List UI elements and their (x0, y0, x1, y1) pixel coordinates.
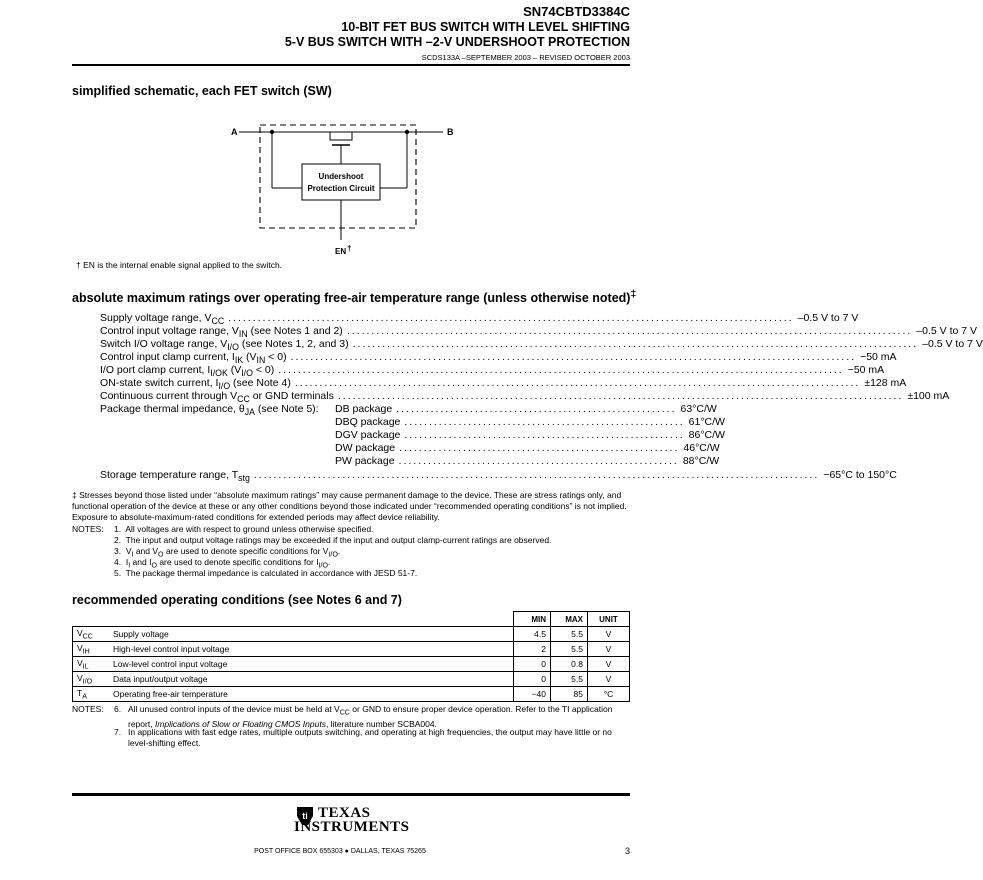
rating-value: −50 mA (860, 351, 897, 363)
schematic-footnote (76, 260, 282, 271)
leader-dots: ................................................................................................................... (337, 390, 904, 402)
row-unit: V (588, 627, 630, 642)
leader-dots: ......................................................... (404, 416, 685, 428)
rating-value: −50 mA (847, 364, 885, 376)
rating-label: Supply voltage range, $V_{CC}$ (100, 312, 225, 327)
note-4: 4. $I_I$ and $I_O$ are used to denote specific conditions for $I_{I/O}$. (114, 557, 331, 570)
package-row (335, 429, 725, 442)
leader-dots: ......................................................... (396, 403, 677, 415)
note-7-num: 7. (114, 727, 122, 737)
note-6 (114, 704, 630, 730)
pin-a-label: A (231, 127, 238, 137)
row-min: 0 (514, 657, 551, 672)
en-label: EN (335, 247, 347, 256)
row-symbol: $V_{IL}$ (73, 657, 110, 672)
row-max: 5.5 (551, 672, 588, 687)
note-3: 3. $V_I$ and $V_O$ are used to denote specific conditions for $V_{I/O}$. (114, 546, 341, 559)
row-unit: V (588, 657, 630, 672)
col-max: MAX (551, 612, 588, 627)
table-header-row (73, 612, 630, 627)
row-desc: Data input/output voltage (109, 672, 514, 687)
leader-dots: ................................................................................................................... (294, 377, 861, 389)
note-7-text: In applications with fast edge rates, multiple outputs switching, and operating at high frequencies, the output may have little or no level-shifting effect. (128, 727, 612, 748)
package-name: DB package (335, 403, 393, 415)
rating-label: I/O port clamp current, $I_{I/OK}$ $(V_{I/O} < 0)$ (100, 364, 275, 379)
doc-info: SCDS133A –SEPTEMBER 2003 – REVISED OCTOBER 2003 (421, 53, 630, 62)
stress-note (72, 490, 630, 523)
package-row (335, 455, 720, 468)
leader-dots: ................................................................................................................... (352, 338, 919, 350)
stress-mark: ‡ (72, 490, 77, 500)
row-max: 0.8 (551, 657, 588, 672)
address-bullet: ● (344, 848, 349, 855)
storage-value: −65°C to 150°C (823, 469, 897, 481)
package-name: DBQ package (335, 416, 401, 428)
notes-label: NOTES: (72, 524, 104, 534)
note-6-num: 6. (114, 704, 122, 714)
rating-value: –0.5 V to 7 V (922, 338, 983, 350)
package-row (335, 442, 720, 455)
roc-notes-label: NOTES: (72, 704, 104, 714)
package-row (335, 403, 717, 416)
row-symbol: $T_A$ (73, 687, 110, 702)
storage-label: Storage temperature range, $T_{stg}$ (100, 469, 250, 484)
page-number: 3 (625, 846, 631, 856)
stress-text: Stresses beyond those listed under “absolute maximum ratings” may cause permanent damage to the device. These are stress ratings only, and functional operation of the device at these or any other conditions beyond those indicated under “recommended operating conditions” is not implied. Exposure to absolute-maximum-rated conditions for extended periods may affect device reliability. (72, 490, 627, 522)
package-value: 86°C/W (688, 429, 725, 441)
row-desc: Operating free-air temperature (109, 687, 514, 702)
rating-value: ±100 mA (907, 390, 950, 402)
rating-row (100, 312, 859, 327)
address-post: DALLAS, TEXAS 75265 (350, 848, 426, 855)
en-dagger: † (347, 244, 352, 253)
table-row (73, 642, 630, 657)
pin-b-label: B (447, 127, 454, 137)
leader-dots: ................................................................................................................... (278, 364, 844, 376)
undershoot-box (302, 164, 380, 200)
row-max: 5.5 (551, 642, 588, 657)
table-row (73, 687, 630, 702)
package-name: PW package (335, 455, 395, 467)
rating-label: ON-state switch current, $I_{I/O}$ (see Note 4) (100, 377, 291, 392)
row-min: −40 (514, 687, 551, 702)
package-value: 88°C/W (682, 455, 720, 467)
row-max: 85 (551, 687, 588, 702)
leader-dots: ................................................................................................................... (253, 469, 820, 481)
schematic-heading: simplified schematic, each FET switch (SW) (72, 84, 332, 98)
footer-rule (72, 793, 630, 796)
rating-row (100, 364, 885, 379)
note-1: 1. All voltages are with respect to ground unless otherwise specified. (114, 524, 374, 534)
row-symbol: $V_{IH}$ (73, 642, 110, 657)
rating-value: –0.5 V to 7 V (916, 325, 978, 337)
rating-label: Control input clamp current, $I_{IK}$ $(V_{IN} < 0)$ (100, 351, 287, 366)
row-min: 0 (514, 672, 551, 687)
rating-label: Continuous current through $V_{CC}$ or GND terminals (100, 390, 334, 405)
row-max: 5.5 (551, 627, 588, 642)
leader-dots: ................................................................................................................... (346, 325, 913, 337)
roc-table (72, 611, 630, 702)
ratings-heading-text: absolute maximum ratings over operating free-air temperature range (unless otherwise noted) (72, 291, 631, 306)
row-desc: Supply voltage (109, 627, 514, 642)
logo-line2: INSTRUMENTS (294, 819, 410, 835)
package-value: 63°C/W (680, 403, 717, 415)
ratings-heading (72, 289, 636, 305)
package-name: DGV package (335, 429, 401, 441)
row-min: 2 (514, 642, 551, 657)
package-row (335, 416, 725, 429)
title-line1: 10-BIT FET BUS SWITCH WITH LEVEL SHIFTING (341, 20, 630, 34)
ratings-heading-mark: ‡ (630, 289, 637, 300)
table-row (73, 657, 630, 672)
header-rule (72, 64, 630, 66)
footnote-text: EN is the internal enable signal applied to the switch. (83, 260, 283, 270)
note-7 (114, 727, 630, 749)
leader-dots: ......................................................... (398, 455, 679, 467)
row-symbol: $V_{CC}$ (73, 627, 110, 642)
rating-row (100, 351, 897, 366)
roc-heading: recommended operating conditions (see Notes 6 and 7) (72, 593, 402, 607)
fet-channel (330, 132, 352, 140)
package-value: 46°C/W (683, 442, 720, 454)
rating-row (100, 390, 950, 405)
package-name: DW package (335, 442, 396, 454)
title-line2: 5-V BUS SWITCH WITH –2-V UNDERSHOOT PROTECTION (284, 35, 630, 49)
leader-dots: ......................................................... (404, 429, 685, 441)
box-line2: Protection Circuit (307, 184, 375, 193)
rating-row (100, 338, 983, 353)
row-unit: °C (588, 687, 630, 702)
rating-row (100, 377, 907, 392)
svg-text:ti: ti (302, 811, 308, 821)
part-number: SN74CBTD3384C (523, 4, 630, 19)
leader-dots: ................................................................................................................... (228, 312, 794, 324)
row-unit: V (588, 672, 630, 687)
row-desc: Low-level control input voltage (109, 657, 514, 672)
table-row (73, 627, 630, 642)
fet-switch-schematic (220, 120, 470, 260)
logo-line1: TEXAS (318, 805, 371, 821)
box-line1: Undershoot (318, 172, 364, 181)
thermal-label: Package thermal impedance, $\theta_{JA}$ (see Note 5): (100, 403, 319, 418)
rating-label: Control input voltage range, $V_{IN}$ (see Notes 1 and 2) (100, 325, 343, 340)
row-min: 4.5 (514, 627, 551, 642)
row-unit: V (588, 642, 630, 657)
footer-address (0, 848, 680, 855)
note-2: 2. The input and output voltage ratings may be exceeded if the input and output clamp-current ratings are observed. (114, 535, 552, 545)
row-symbol: $V_{I/O}$ (73, 672, 110, 687)
col-unit: UNIT (588, 612, 630, 627)
header-blank (73, 612, 514, 627)
rating-row (100, 325, 978, 340)
footnote-dagger: † (76, 260, 81, 270)
storage-row (100, 469, 897, 484)
address-pre: POST OFFICE BOX 655303 (254, 848, 343, 855)
leader-dots: ................................................................................................................... (290, 351, 857, 363)
col-min: MIN (514, 612, 551, 627)
rating-value: –0.5 V to 7 V (797, 312, 859, 324)
package-value: 61°C/W (688, 416, 725, 428)
rating-label: Switch I/O voltage range, $V_{I/O}$ (see Notes 1, 2, and 3) (100, 338, 349, 353)
rating-value: ±128 mA (864, 377, 907, 389)
note-6-text: All unused control inputs of the device must be held at $V_{CC}$ or GND to ensure proper device operation. Refer to the TI application report, Implications of Slow or Floating CMOS Inputs, literature number SCBA004. (128, 704, 613, 729)
row-desc: High-level control input voltage (109, 642, 514, 657)
table-row (73, 672, 630, 687)
note-5: 5. The package thermal impedance is calculated in accordance with JESD 51-7. (114, 568, 418, 578)
leader-dots: ......................................................... (399, 442, 680, 454)
